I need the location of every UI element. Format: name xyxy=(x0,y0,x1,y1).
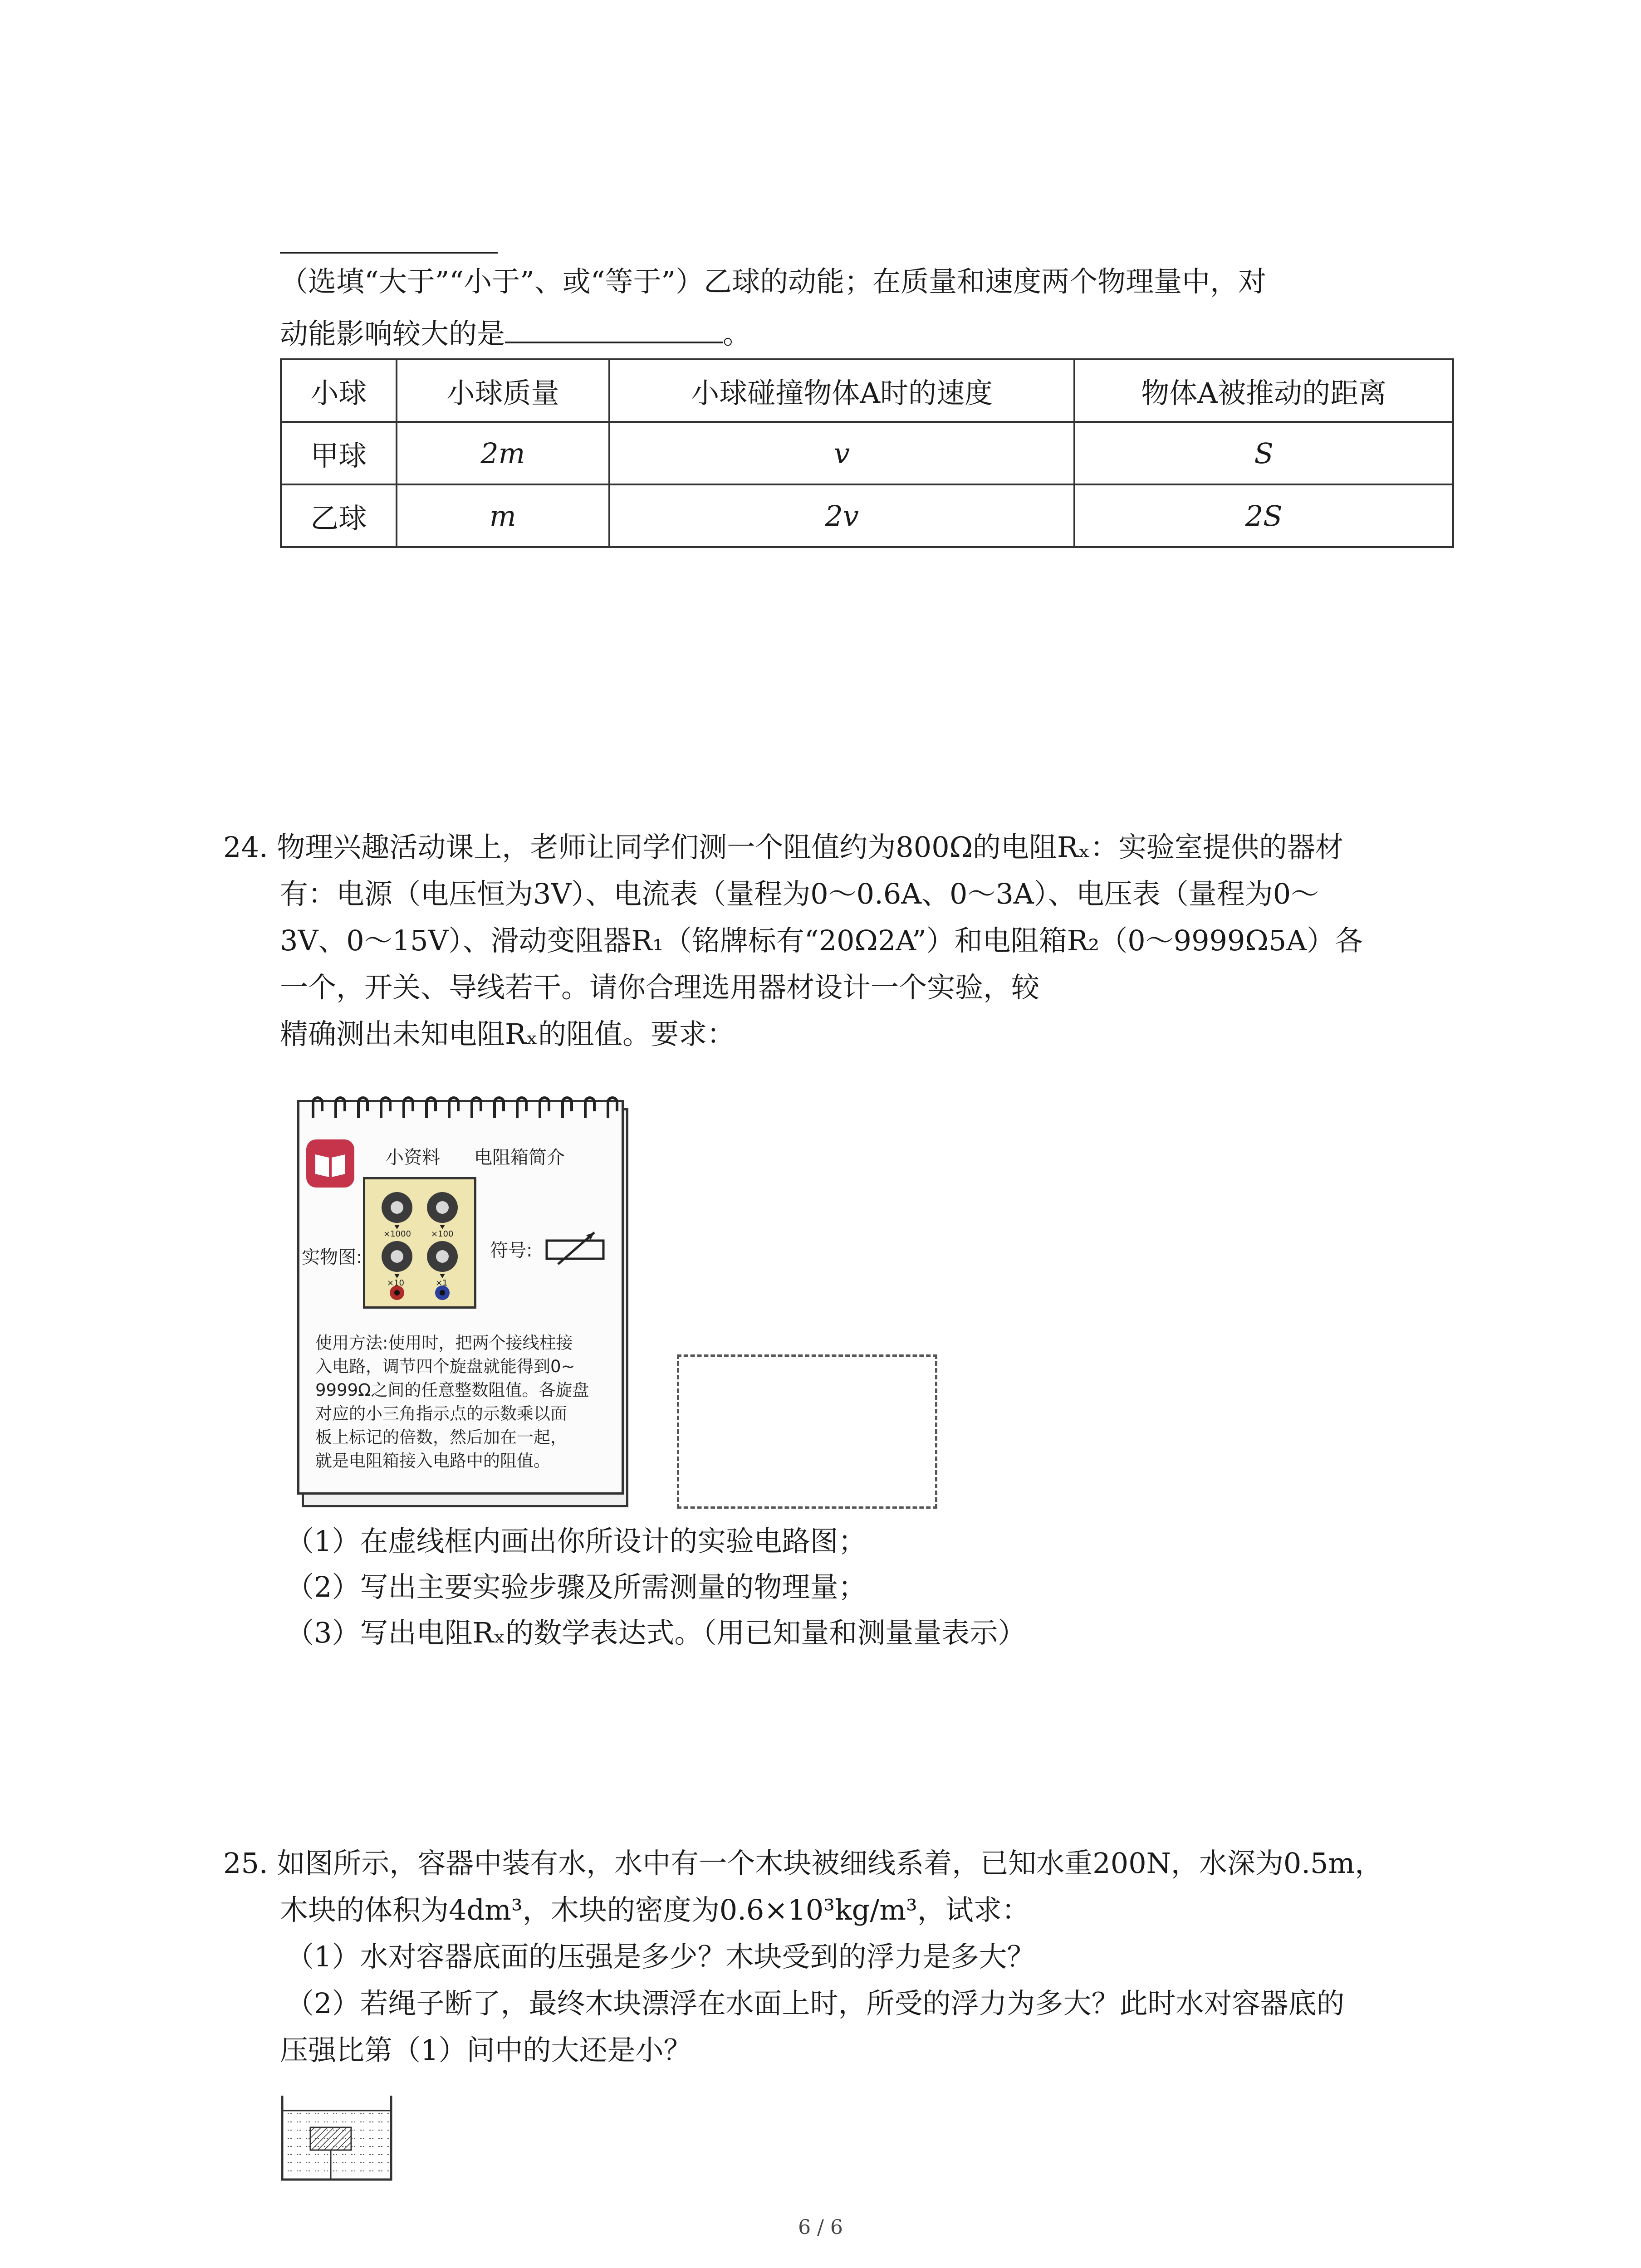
resistance-box-dials-icon xyxy=(365,1179,474,1306)
usage-line: 板上标记的倍数，然后加在一起， xyxy=(315,1427,567,1447)
usage-line: 就是电阻箱接入电路中的阻值。 xyxy=(315,1451,550,1471)
table-header-cell: 小球碰撞物体A时的速度 xyxy=(609,359,1074,422)
page-number: 6 / 6 xyxy=(798,2216,843,2239)
table-header-cell: 小球质量 xyxy=(397,359,609,422)
dial-label: ×100 xyxy=(431,1229,454,1239)
table-cell: 2S xyxy=(1074,484,1453,547)
water-container-figure xyxy=(278,2093,400,2184)
usage-line: 对应的小三角指示点的示数乘以面 xyxy=(315,1404,567,1423)
q23-fill-blank-2[interactable] xyxy=(505,310,723,343)
usage-line: 9999Ω之间的任意整数阻值。各旋盘 xyxy=(315,1380,589,1400)
q24-line-5: 精确测出未知电阻Rₓ的阻值。要求： xyxy=(280,1017,735,1051)
q23-fill-blank-1[interactable] xyxy=(280,252,498,254)
resistance-box-info-card xyxy=(297,1100,637,1507)
table-cell: S xyxy=(1074,422,1453,484)
table-row xyxy=(281,484,1453,547)
experiment-table xyxy=(280,358,1454,548)
table-header-cell: 小球 xyxy=(281,359,397,422)
q25-line-2: 木块的体积为4dm³，木块的密度为0.6×10³kg/m³，试求： xyxy=(280,1893,1030,1926)
table-cell: 2m xyxy=(397,422,609,484)
resistance-box-photo xyxy=(363,1177,476,1309)
table-cell: m xyxy=(397,484,609,547)
card-title-right: 电阻箱简介 xyxy=(474,1147,565,1168)
q24-line-1: 24. 物理兴趣活动课上，老师让同学们测一个阻值约为800Ω的电阻Rₓ：实验室提供的器材 xyxy=(223,831,1344,864)
q25-line-4: （2）若绳子断了，最终木块漂浮在水面上时，所受的浮力为多大？此时水对容器底的 xyxy=(286,1987,1345,2020)
usage-line: 入电路，调节四个旋盘就能得到0~ xyxy=(315,1357,575,1376)
q24-requirement-2: （2）写出主要实验步骤及所需测量的物理量； xyxy=(286,1570,867,1603)
book-icon xyxy=(305,1139,355,1188)
q24-line-3: 3V、0～15V）、滑动变阻器R₁（铭牌标有“20Ω2A”）和电阻箱R₂（0～9999Ω5A）各 xyxy=(280,924,1363,957)
variable-resistor-symbol-icon xyxy=(542,1227,610,1268)
q25-line-3: （1）水对容器底面的压强是多少？木块受到的浮力是多大？ xyxy=(286,1940,1035,1973)
table-header-row xyxy=(281,359,1453,422)
table-row xyxy=(281,422,1453,484)
dial-label: ×1 xyxy=(436,1278,448,1288)
q24-requirement-3: （3）写出电阻Rₓ的数学表达式。（用已知量和测量量表示） xyxy=(286,1616,1026,1649)
table-cell: 甲球 xyxy=(281,422,397,484)
table-cell: 2v xyxy=(609,484,1074,547)
usage-line: 使用方法:使用时，把两个接线柱接 xyxy=(315,1333,573,1353)
q24-line-4: 一个，开关、导线若干。请你合理选用器材设计一个实验，较 xyxy=(280,971,1040,1004)
table-header-cell: 物体A被推动的距离 xyxy=(1074,359,1453,422)
spiral-binding-icon xyxy=(306,1093,619,1125)
q23-line-2-end: 。 xyxy=(723,317,751,350)
q25-line-1: 25. 如图所示，容器中装有水，水中有一个木块被细线系着，已知水重200N，水深为0.5m， xyxy=(223,1847,1383,1880)
circuit-diagram-answer-box[interactable] xyxy=(677,1354,937,1509)
q24-requirement-1: （1）在虚线框内画出你所设计的实验电路图； xyxy=(286,1525,867,1558)
table-cell: v xyxy=(609,422,1074,484)
q24-line-2: 有：电源（电压恒为3V）、电流表（量程为0～0.6A、0～3A）、电压表（量程为0～ xyxy=(280,877,1319,910)
photo-label: 实物图: xyxy=(302,1247,362,1268)
q23-line-2 xyxy=(280,310,751,357)
q23-line-1: （选填“大于”“小于”、或“等于”）乙球的动能；在质量和速度两个物理量中，对 xyxy=(280,265,1267,298)
symbol-label: 符号: xyxy=(490,1240,533,1261)
card-title-left: 小资料 xyxy=(386,1147,440,1168)
dial-label: ×10 xyxy=(387,1278,404,1288)
q25-line-5: 压强比第（1）问中的大还是小？ xyxy=(280,2033,692,2067)
dial-label: ×1000 xyxy=(383,1229,411,1239)
table-cell: 乙球 xyxy=(281,484,397,547)
q23-line-2-text: 动能影响较大的是 xyxy=(280,317,505,350)
